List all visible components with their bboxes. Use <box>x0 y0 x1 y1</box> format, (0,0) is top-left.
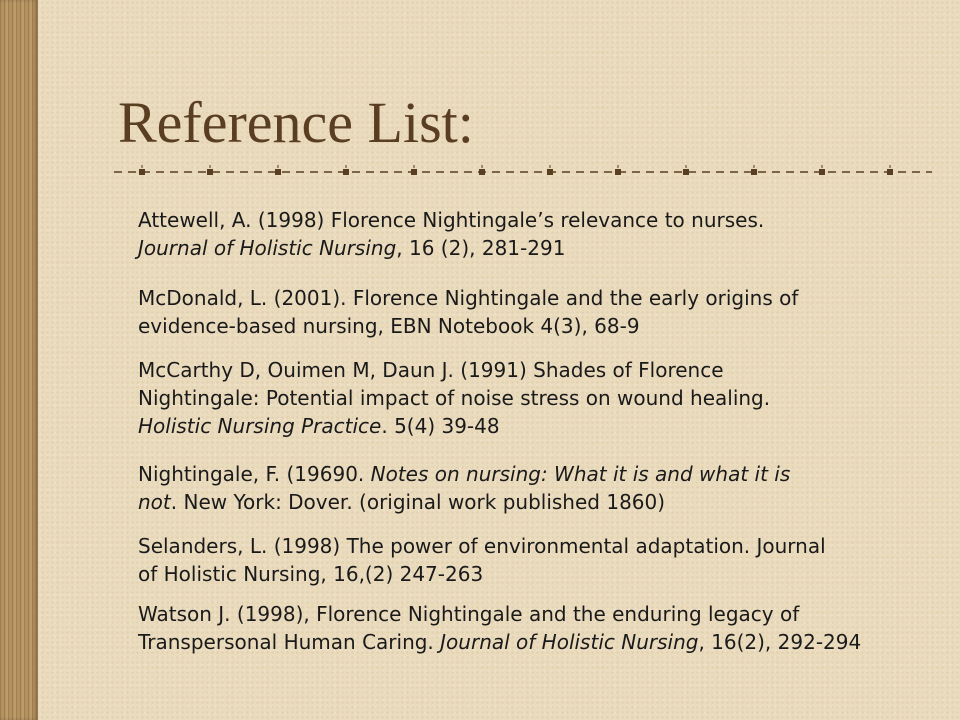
page-title: Reference List: <box>118 90 474 155</box>
reference-item <box>138 532 913 588</box>
divider-square <box>343 169 349 175</box>
reference-list <box>138 206 913 672</box>
divider-square <box>615 169 621 175</box>
reference-line <box>138 234 913 262</box>
reference-details: . New York: Dover. (original work published 1860) <box>170 490 666 514</box>
divider-square <box>819 169 825 175</box>
reference-details: , 16(2), 292-294 <box>698 630 862 654</box>
reference-item <box>138 206 913 262</box>
reference-line: McDonald, L. (2001). Florence Nightingale and the early origins of <box>138 286 799 310</box>
divider-square <box>411 169 417 175</box>
reference-item <box>138 284 913 340</box>
journal-title: Journal of Holistic Nursing <box>440 630 699 654</box>
book-title: not <box>138 490 171 514</box>
divider-square <box>751 169 757 175</box>
title-divider <box>112 164 932 180</box>
divider-square <box>479 169 485 175</box>
divider-square <box>207 169 213 175</box>
reference-details: , 16 (2), 281-291 <box>396 236 566 260</box>
reference-line: Watson J. (1998), Florence Nightingale and the enduring legacy of <box>138 602 800 626</box>
reference-line <box>138 628 913 656</box>
reference-details: . 5(4) 39-48 <box>381 414 500 438</box>
journal-title: Journal of Holistic Nursing <box>138 236 397 260</box>
reference-item <box>138 600 913 656</box>
divider-square <box>139 169 145 175</box>
reference-line: evidence-based nursing, EBN Notebook 4(3), 68-9 <box>138 314 640 338</box>
reference-line: Selanders, L. (1998) The power of environmental adaptation. Journal <box>138 534 826 558</box>
reference-line: Attewell, A. (1998) Florence Nightingale’s relevance to nurses. <box>138 208 765 232</box>
reference-item <box>138 460 913 516</box>
reference-line <box>138 412 913 440</box>
divider-square <box>275 169 281 175</box>
reference-item <box>138 356 913 440</box>
book-title: Notes on nursing: What it is and what it is <box>370 462 791 486</box>
reference-prefix: Transpersonal Human Caring. <box>138 630 441 654</box>
reference-line: Nightingale: Potential impact of noise stress on wound healing. <box>138 386 771 410</box>
divider-square <box>887 169 893 175</box>
reference-line: of Holistic Nursing, 16,(2) 247-263 <box>138 562 484 586</box>
journal-title: Holistic Nursing Practice <box>138 414 382 438</box>
divider-square <box>683 169 689 175</box>
reference-line: McCarthy D, Ouimen M, Daun J. (1991) Shades of Florence <box>138 358 724 382</box>
divider-square <box>547 169 553 175</box>
left-decorative-stripe <box>0 0 38 720</box>
reference-prefix: Nightingale, F. (19690. <box>138 462 371 486</box>
reference-line <box>138 488 913 516</box>
reference-line <box>138 460 913 488</box>
